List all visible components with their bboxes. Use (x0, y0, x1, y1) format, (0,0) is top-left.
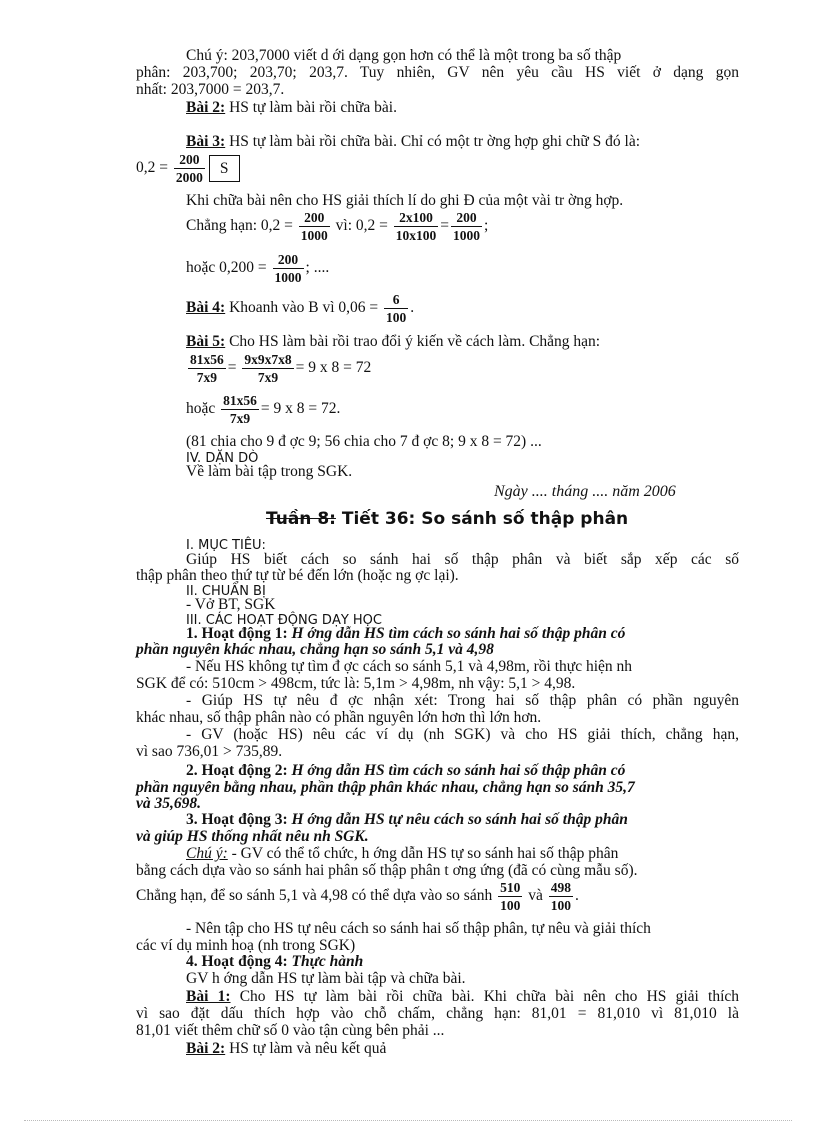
example-text: hoặc 0,200 = (186, 259, 267, 277)
dando-heading: IV. DẶN DÒ (186, 451, 259, 466)
muctieu-line-1: Giúp HS biết cách so sánh hai số thập phân và biết sắp xếp các số (186, 551, 739, 568)
bai2-label: Bài 2: (186, 99, 226, 116)
example-fraction-1 (299, 210, 330, 243)
bai5-text: Cho HS làm bài rồi trao đổi ý kiến về cách làm. Chẳng hạn: (225, 333, 601, 350)
equals-sign: = (227, 359, 237, 377)
b1-line-1 (186, 988, 739, 1005)
bai4-end: . (410, 299, 415, 317)
chuanbi-text: - Vở BT, SGK (186, 596, 276, 613)
example-fraction-3 (451, 210, 482, 243)
frac-denominator: 1000 (300, 228, 328, 243)
example-text: vì: 0,2 = (335, 217, 388, 235)
hd2-line-2: phần nguyên bằng nhau, phần thập phân khác nhau, chẳng hạn so sánh 35,7 (136, 779, 635, 796)
example-end: ; (484, 217, 489, 235)
bai5-fraction-2 (242, 352, 293, 385)
bai2-text: HS tự làm bài rồi chữa bài. (225, 99, 397, 116)
hd2-label: 2. Hoạt động 2: (186, 762, 288, 779)
frac-denominator: 7x9 (188, 368, 226, 385)
hd1-label: 1. Hoạt động 1: (186, 625, 288, 642)
b2-label: Bài 2: (186, 1040, 226, 1057)
hd2-title: H ớng dẫn HS tìm cách so sánh hai số thập phân có (287, 762, 626, 779)
bai5-note: (81 chia cho 9 đ ợc 9; 56 chia cho 7 đ ợc 8; 9 x 8 = 72) ... (186, 433, 542, 450)
bai5-result-1: = 9 x 8 = 72 (295, 359, 372, 377)
compare-fraction-2 (549, 880, 573, 913)
hd4-title: Thực hành (287, 953, 364, 970)
hd4-line (186, 953, 363, 970)
hd3-para-line-2: các ví dụ minh hoạ (nh trong SGK) (136, 937, 356, 954)
note-line-2: phân: 203,700; 203,70; 203,7. Tuy nhiên, GV nên yêu cầu HS viết ở dạng gọn (136, 64, 739, 81)
example-fraction-4 (273, 252, 304, 285)
chuy-text: - GV có thể tổ chức, h ớng dẫn HS tự so sánh hai số thập phân (227, 845, 619, 862)
frac-denominator: 1000 (274, 270, 302, 285)
b1-label: Bài 1: (186, 988, 231, 1005)
frac-denominator: 10x100 (395, 228, 437, 243)
b1-line-2: vì sao đặt dấu thích hợp vào chỗ chấm, chẳng hạn: 81,01 = 81,010 vì 81,010 là (136, 1005, 739, 1022)
page-title (266, 509, 628, 529)
hd1-para-1-line-2: SGK để có: 510cm > 498cm, tức là: 5,1m > 4,98m, nh vậy: 5,1 > 4,98. (136, 675, 576, 692)
hd1-para-2-line-1: - Giúp HS tự nêu đ ợc nhận xét: Trong hai số thập phân có phần nguyên (186, 692, 739, 709)
frac-numerator: 200 (179, 152, 200, 167)
page-bottom-rule (24, 1120, 792, 1121)
frac-numerator: 498 (550, 880, 571, 895)
bai5-equation-1 (186, 352, 371, 385)
frac-numerator: 510 (500, 880, 521, 895)
lesson-title: Tiết 36: So sánh số thập phân (335, 509, 629, 529)
frac-numerator: 200 (456, 210, 477, 225)
bai3-lhs: 0,2 = (136, 159, 168, 177)
hd2-line-1 (186, 762, 625, 779)
hd4-label: 4. Hoạt động 4: (186, 953, 288, 970)
frac-numerator: 6 (392, 292, 400, 307)
note-line-3: nhất: 203,7000 = 203,7. (136, 81, 285, 98)
example-end: ; .... (305, 259, 330, 277)
muctieu-line-2: thập phân theo thứ tự từ bé đến lớn (hoặc ng ợc lại). (136, 567, 459, 584)
bai3-example (186, 210, 488, 243)
chuy-end: . (575, 887, 579, 905)
frac-denominator: 7x9 (242, 368, 293, 385)
bai5-fraction-3 (221, 393, 259, 426)
frac-denominator: 7x9 (221, 409, 259, 426)
b1-line-3: 81,01 viết thêm chữ số 0 vào tận cùng bên phải ... (136, 1022, 445, 1039)
hd2-line-3: và 35,698. (136, 795, 202, 812)
equals-sign: = (440, 217, 450, 235)
hd3-line-2: và giúp HS thống nhất nêu nh SGK. (136, 828, 369, 845)
chuy-line-2: bằng cách dựa vào so sánh hai phân số thập phân t ơng ứng (đã có cùng mẫu số). (136, 862, 638, 879)
frac-denominator: 100 (550, 898, 571, 913)
example-text: Chẳng hạn: 0,2 = (186, 217, 293, 235)
chuy-line-1 (186, 845, 618, 862)
frac-denominator: 2000 (175, 170, 203, 185)
and-text: và (528, 887, 543, 905)
dando-text: Về làm bài tập trong SGK. (186, 463, 353, 480)
bai5-result-2: = 9 x 8 = 72. (260, 400, 341, 418)
hd3-line-1 (186, 811, 628, 828)
compare-fraction-1 (498, 880, 522, 913)
bai4-line (186, 292, 414, 325)
bai3-label: Bài 3: (186, 133, 226, 150)
hd3-title: H ớng dẫn HS tự nêu cách so sánh hai số thập phân (287, 811, 628, 828)
hd1-para-3-line-2: vì sao 736,01 > 735,89. (136, 743, 283, 760)
bai3-line-2: Khi chữa bài nên cho HS giải thích lí do ghi Đ của một vài tr ờng hợp. (186, 192, 624, 209)
bai2-line (186, 99, 397, 116)
muctieu-heading: I. MỤC TIÊU: (186, 538, 266, 553)
frac-numerator: 200 (277, 252, 299, 267)
b2-text: HS tự làm và nêu kết quả (225, 1040, 387, 1057)
hd1-para-3-line-1: - GV (hoặc HS) nêu các ví dụ (nh SGK) và cho HS giải thích, chẳng hạn, (186, 726, 739, 743)
frac-denominator: 100 (386, 310, 407, 325)
bai3-fraction (174, 152, 205, 185)
bai4-text: Khoanh vào B vì 0,06 = (225, 299, 379, 317)
chuy-label: Chú ý: (186, 845, 228, 862)
b1-text: Cho HS tự làm bài rồi chữa bài. Khi chữa bài nên cho HS giải thích (230, 988, 740, 1005)
hd1-line-2: phần nguyên khác nhau, chẳng hạn so sánh 5,1 và 4,98 (136, 641, 494, 658)
hoatdong-heading: III. CÁC HOẠT ĐỘNG DẠY HỌC (186, 613, 382, 628)
or-text: hoặc (186, 400, 216, 418)
hd4-text: GV h ớng dẫn HS tự làm bài tập và chữa bài. (186, 970, 466, 987)
bai3-line (186, 133, 640, 150)
frac-numerator: 200 (304, 210, 325, 225)
hd3-label: 3. Hoạt động 3: (186, 811, 288, 828)
date-line: Ngày .... tháng .... năm 2006 (494, 483, 676, 500)
bai3-text: HS tự làm bài rồi chữa bài. Chỉ có một tr ờng hợp ghi chữ S đó là: (225, 133, 641, 150)
bai5-fraction-1 (188, 352, 226, 385)
frac-numerator: 81x56 (223, 393, 257, 408)
frac-numerator: 81x56 (190, 352, 224, 367)
bai3-or-example (186, 252, 329, 285)
bai3-equation (136, 152, 240, 185)
chuy-line-3 (136, 880, 579, 913)
hd1-para-2-line-2: khác nhau, số thập phân nào có phần nguyên lớn hơn thì lớn hơn. (136, 709, 542, 726)
hd1-title: H ớng dẫn HS tìm cách so sánh hai số thập phân có (287, 625, 626, 642)
bai4-label: Bài 4: (186, 299, 226, 317)
hd3-para-line-1: - Nên tập cho HS tự nêu cách so sánh hai số thập phân, tự nêu và giải thích (186, 920, 651, 937)
frac-denominator: 1000 (453, 228, 481, 243)
week-label: Tuần 8: (266, 509, 336, 529)
note-line-1: Chú ý: 203,7000 viết d ới dạng gọn hơn có thể là một trong ba số thập (186, 47, 622, 64)
b2-line (186, 1040, 386, 1057)
chuanbi-heading: II. CHUẨN BỊ (186, 584, 266, 599)
hd1-line-1 (186, 625, 625, 642)
frac-denominator: 100 (500, 898, 521, 913)
bai4-fraction (384, 292, 408, 325)
bai5-label: Bài 5: (186, 333, 226, 350)
frac-numerator: 2x100 (399, 210, 433, 225)
hd1-para-1-line-1: - Nếu HS không tự tìm đ ợc cách so sánh 5,1 và 4,98m, rồi thực hiện nh (186, 658, 633, 675)
bai5-line (186, 333, 600, 350)
example-fraction-2 (394, 210, 439, 243)
frac-numerator: 9x9x7x8 (244, 352, 292, 367)
chuy-text: Chẳng hạn, để so sánh 5,1 và 4,98 có thể dựa vào so sánh (136, 887, 493, 905)
bai5-equation-2 (186, 393, 340, 426)
answer-box-s: S (209, 155, 240, 182)
